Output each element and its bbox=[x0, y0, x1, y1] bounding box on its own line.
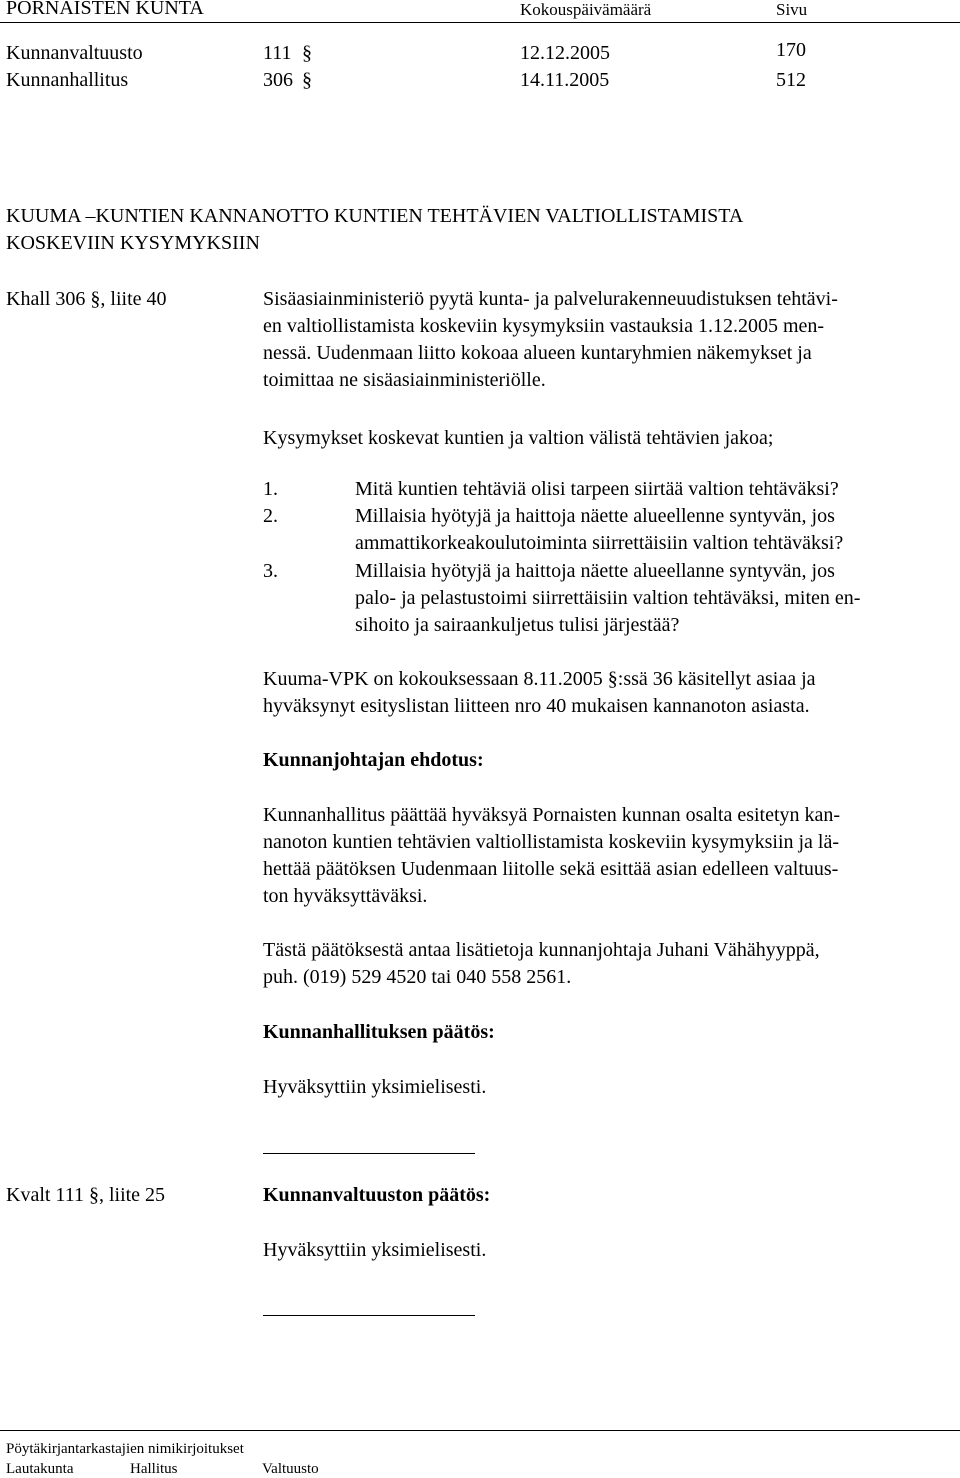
kvalt-decision-text: Hyväksyttiin yksimielisesti. bbox=[263, 1239, 487, 1261]
page-column-label: Sivu bbox=[776, 0, 808, 19]
meta-page-1: 170 bbox=[776, 39, 806, 61]
header-rule bbox=[0, 22, 960, 23]
question-line: palo- ja pelastustoimi siirrettäisiin valtion tehtäväksi, miten en- bbox=[355, 587, 861, 609]
intro-line: en valtiollistamista koskeviin kysymyksiin vastauksia 1.12.2005 men- bbox=[263, 315, 825, 337]
meta-number-2: 306 bbox=[263, 69, 293, 91]
proposal-heading: Kunnanjohtajan ehdotus: bbox=[263, 749, 484, 771]
intro-paragraph bbox=[263, 286, 838, 394]
kvalt-signature-line bbox=[263, 1315, 475, 1316]
vpk-line: hyväksynyt esityslistan liitteen nro 40 mukaisen kannanoton asiasta. bbox=[263, 695, 810, 717]
intro-line: toimittaa ne sisäasiainministeriölle. bbox=[263, 369, 546, 391]
intro-line: Sisäasiainministeriö pyytä kunta- ja palvelurakenneuudistuksen tehtävi- bbox=[263, 288, 838, 310]
info-line: Tästä päätöksestä antaa lisätietoja kunnanjohtaja Juhani Vähähyyppä, bbox=[263, 939, 820, 961]
question-number-3: 3. bbox=[263, 560, 278, 582]
municipality-name: PORNAISTEN KUNTA bbox=[6, 0, 204, 19]
question-number-2: 2. bbox=[263, 505, 278, 527]
question-line: Mitä kuntien tehtäviä olisi tarpeen siirtää valtion tehtäväksi? bbox=[355, 478, 839, 500]
meta-body-1: Kunnanvaltuusto bbox=[6, 42, 143, 64]
date-column-label: Kokouspäivämäärä bbox=[520, 0, 652, 19]
meta-page-2: 512 bbox=[776, 69, 806, 91]
document-title-line-1: KUUMA –KUNTIEN KANNANOTTO KUNTIEN TEHTÄVIEN VALTIOLLISTAMISTA bbox=[6, 205, 744, 227]
question-line: Millaisia hyötyjä ja haittoja näette alueellenne syntyvän, jos bbox=[355, 505, 835, 527]
question-line: sihoito ja sairaankuljetus tulisi järjestää? bbox=[355, 614, 680, 636]
footer-col-valtuusto: Valtuusto bbox=[262, 1461, 319, 1477]
questions-intro: Kysymykset koskevat kuntien ja valtion välistä tehtävien jakoa; bbox=[263, 427, 774, 449]
meta-date-1: 12.12.2005 bbox=[520, 42, 610, 64]
intro-line: nessä. Uudenmaan liitto kokoaa alueen kuntaryhmien näkemykset ja bbox=[263, 342, 812, 364]
meta-body-2: Kunnanhallitus bbox=[6, 69, 129, 91]
proposal-paragraph bbox=[263, 802, 840, 910]
question-number-1: 1. bbox=[263, 478, 278, 500]
kvalt-decision-heading: Kunnanvaltuuston päätös: bbox=[263, 1184, 491, 1206]
footer-col-lautakunta: Lautakunta bbox=[6, 1461, 74, 1477]
vpk-line: Kuuma-VPK on kokouksessaan 8.11.2005 §:ssä 36 käsitellyt asiaa ja bbox=[263, 668, 816, 690]
meta-date-2: 14.11.2005 bbox=[520, 69, 610, 91]
question-text-1 bbox=[355, 476, 839, 503]
meta-symbol-2: § bbox=[302, 69, 312, 91]
proposal-line: ton hyväksyttäväksi. bbox=[263, 885, 428, 907]
proposal-line: hettää päätöksen Uudenmaan liitolle sekä esittää asian edelleen valtuus- bbox=[263, 858, 839, 880]
document-title-line-2: KOSKEVIIN KYSYMYKSIIN bbox=[6, 232, 260, 254]
khall-reference: Khall 306 §, liite 40 bbox=[6, 288, 167, 310]
question-line: ammattikorkeakoulutoiminta siirrettäisiin valtion tehtäväksi? bbox=[355, 532, 844, 554]
question-line: Millaisia hyötyjä ja haittoja näette alueellanne syntyvän, jos bbox=[355, 560, 835, 582]
meta-number-1: 111 bbox=[263, 42, 292, 64]
vpk-paragraph bbox=[263, 666, 816, 720]
footer-col-hallitus: Hallitus bbox=[130, 1461, 178, 1477]
proposal-line: nanoton kuntien tehtävien valtiollistamista koskeviin kysymyksiin ja lä- bbox=[263, 831, 840, 853]
info-line: puh. (019) 529 4520 tai 040 558 2561. bbox=[263, 966, 572, 988]
question-text-3 bbox=[355, 558, 860, 639]
proposal-line: Kunnanhallitus päättää hyväksyä Pornaisten kunnan osalta esitetyn kan- bbox=[263, 804, 841, 826]
question-text-2 bbox=[355, 503, 843, 557]
footer-rule bbox=[0, 1430, 960, 1431]
meta-symbol-1: § bbox=[302, 42, 312, 64]
kvalt-reference: Kvalt 111 §, liite 25 bbox=[6, 1184, 166, 1206]
info-paragraph bbox=[263, 937, 820, 991]
footer-title: Pöytäkirjantarkastajien nimikirjoitukset bbox=[6, 1441, 244, 1457]
khall-decision-heading: Kunnanhallituksen päätös: bbox=[263, 1021, 495, 1043]
khall-decision-text: Hyväksyttiin yksimielisesti. bbox=[263, 1076, 487, 1098]
khall-signature-line bbox=[263, 1153, 475, 1154]
